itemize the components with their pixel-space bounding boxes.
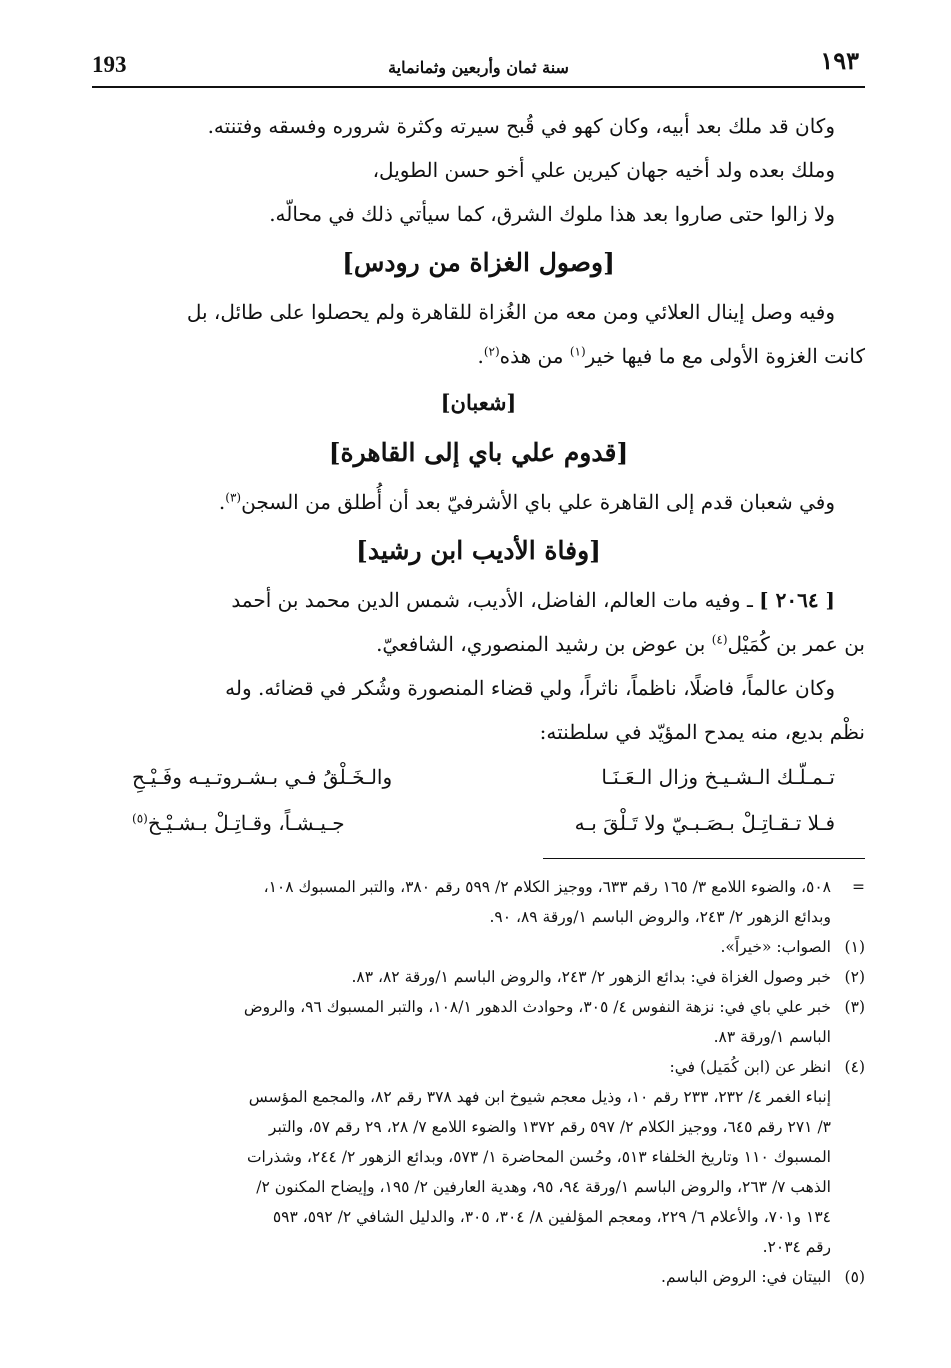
paragraph — [92, 480, 865, 524]
paragraph — [92, 334, 865, 378]
footnote-marker-blank — [831, 902, 865, 932]
biography-entry — [92, 578, 865, 622]
footnote-text: ٣/ ٢٧١ رقم ٦٤٥، ووجيز الكلام ٢/ ٥٩٧ رقم ١٣٧٢ والضوء اللامع ٧/ ٢٨، ٢٩ رقم ٥٧، والتبر — [268, 1118, 831, 1136]
section-heading: [وصول الغزاة من رودس] — [342, 248, 615, 277]
footnote-continuation — [92, 902, 865, 932]
footnote — [92, 1082, 865, 1112]
footnote — [92, 992, 865, 1022]
footnote-text: الذهب ٧/ ٢٦٣، والروض الباسم ١/ورقة ٩٤، ٩٥، وهدية العارفين ٢/ ١٩٥، وإيضاح المكنون ٢/ — [256, 1178, 831, 1196]
footnote-marker: (٤) — [844, 1058, 865, 1076]
paragraph: وملك بعده ولد أخيه جهان كيرين علي أخو حسن الطويل، — [372, 158, 835, 182]
footnote-text: الصواب: «خيراً». — [720, 938, 831, 956]
verse-hemistich: فـلا تـقـاتِـلْ بـصَـبـيّ ولا تَـلْقَ بـه — [574, 811, 835, 835]
text-line: . — [218, 490, 226, 514]
footnote-marker-blank — [831, 1142, 865, 1172]
verse-hemistich: والـخَـلْقُ فـي بـشـروتـيـه وفَـيْـحِ — [132, 765, 393, 789]
footnote-marker-blank — [831, 1172, 865, 1202]
footnote-ref: (٤) — [711, 632, 728, 647]
text-line: من هذه — [499, 344, 570, 368]
footnote — [92, 962, 865, 992]
footnote — [92, 1262, 865, 1292]
paragraph: ولا زالوا حتى صاروا بعد هذا ملوك الشرق، كما سيأتي ذلك في محالّه. — [269, 202, 835, 226]
paragraph — [92, 622, 865, 666]
footnote-text: خبر وصول الغزاة في: بدائع الزهور ٢/ ٢٤٣، والروض الباسم ١/ورقة ٨٢، ٨٣. — [351, 968, 831, 986]
page-header — [92, 44, 865, 88]
footnote-text: إنباء الغمر ٤/ ٢٣٢، ٢٣٣ رقم ١٠، وذيل معجم شيوخ ابن فهد ٣٧٨ رقم ٨٢، والمجمع المؤسس — [248, 1088, 831, 1106]
verse-hemistich: تـمـلّـك الـشـيـخ وزال الـعَـنَـا — [601, 765, 835, 789]
month-heading: [شعبان] — [440, 390, 517, 415]
verse-line — [92, 754, 865, 800]
footnote-text: خبر علي باي في: نزهة النفوس ٤/ ٣٠٥، وحوادث الدهور ١٠٨/١، والتبر المسبوك ٩٦، والروض — [243, 998, 831, 1016]
paragraph: وكان عالماً، فاضلًا، ناظماً، ناثراً، ولي قضاء المنصورة وشُكر في قضائه. وله — [225, 676, 835, 700]
text-line: وفي شعبان قدم إلى القاهرة علي باي الأشرفيّ بعد أن أُطلق من السجن — [241, 490, 835, 514]
text-line: وفيه وصل إينال العلائي ومن معه من الغُزاة للقاهرة ولم يحصلوا على طائل، بل — [186, 300, 835, 324]
text-line: . — [477, 344, 484, 368]
verse-text: جـيـشـاً، وقـاتِـلْ بـشـيْـخ — [147, 811, 345, 835]
footnote-marker-blank — [831, 1202, 865, 1232]
verse-hemistich — [132, 800, 345, 846]
footnote-text: البيتان في: الروض الباسم. — [661, 1268, 831, 1286]
footnote-ref: (٥) — [132, 811, 148, 826]
footnote — [92, 1022, 865, 1052]
text-line: ـ وفيه مات العالم، الفاضل، الأديب، شمس الدين محمد بن أحمد — [231, 588, 760, 612]
footnote-ref: (٢) — [483, 344, 500, 359]
footnote-text: رقم ٢٠٣٤. — [762, 1238, 831, 1256]
footnote-marker-blank — [831, 1022, 865, 1052]
footnote-text: الباسم ١/ورقة ٨٣. — [713, 1028, 831, 1046]
footnote-text: وبدائع الزهور ٢/ ٢٤٣، والروض الباسم ١/ورقة ٨٩، ٩٠. — [489, 908, 831, 926]
footnote — [92, 932, 865, 962]
footnote-marker-blank — [831, 1232, 865, 1262]
text-line: بن عوض بن رشيد المنصوري، الشافعيّ. — [376, 632, 712, 656]
section-heading: [قدوم علي باي إلى القاهرة] — [328, 438, 629, 467]
footnote — [92, 1112, 865, 1142]
text-line: بن عمر بن كُمَيْل — [727, 632, 865, 656]
footnote-text: انظر عن (ابن كُمَيل) في: — [669, 1058, 831, 1076]
footnote — [92, 1202, 865, 1232]
footnote-marker-blank — [831, 1112, 865, 1142]
footnote-ref: (١) — [569, 344, 586, 359]
section-heading: [وفاة الأديب ابن رشيد] — [356, 536, 601, 565]
footnote-marker: = — [852, 878, 865, 896]
footnote — [92, 1232, 865, 1262]
footnote-continuation — [92, 872, 865, 902]
verse-line — [92, 800, 865, 846]
footnote-marker: (٣) — [844, 998, 865, 1016]
footnote-marker: (٢) — [844, 968, 865, 986]
footnote — [92, 1052, 865, 1082]
text-line: كانت الغزوة الأولى مع ما فيها خير — [585, 344, 865, 368]
footnote-text: ١٣٤ و٧٠١، والأعلام ٦/ ٢٢٩، ومعجم المؤلفين ٨/ ٣٠٤، ٣٠٥، والدليل الشافي ٢/ ٥٩٢، ٥٩٣ — [272, 1208, 831, 1226]
main-text — [92, 104, 865, 846]
footnote-text: ٥٠٨، والضوء اللامع ٣/ ١٦٥ رقم ٦٣٣، ووجيز الكلام ٢/ ٥٩٩ رقم ٣٨٠، والتبر المسبوك ١٠٨، — [263, 878, 831, 896]
paragraph — [92, 290, 865, 334]
footnote-text: المسبوك ١١٠ وتاريخ الخلفاء ٥١٣، وحُسن المحاضرة ١/ ٥٧٣، وبدائع الزهور ٢/ ٢٤٤، وشذرات — [246, 1148, 831, 1166]
footnote-ref: (٣) — [225, 490, 242, 505]
footnotes — [92, 872, 865, 1292]
footnote-marker: (١) — [844, 938, 865, 956]
running-title: سنة ثمان وأربعين وثمانماية — [388, 58, 569, 77]
footnote-marker-blank — [831, 1082, 865, 1112]
footnote-separator — [543, 858, 865, 859]
paragraph: نظْم بديع، منه يمدح المؤيّد في سلطنته: — [539, 720, 865, 744]
page-number-latin: 193 — [92, 52, 127, 77]
footnote-marker: (٥) — [844, 1268, 865, 1286]
page-number-arabic: ١٩٣ — [820, 46, 859, 75]
entry-number: [ ٢٠٦٤ ] — [759, 588, 835, 612]
footnote — [92, 1142, 865, 1172]
footnote — [92, 1172, 865, 1202]
paragraph: وكان قد ملك بعد أبيه، وكان كهو في قُبح سيرته وكثرة شروره وفسقه وفتنته. — [207, 114, 835, 138]
